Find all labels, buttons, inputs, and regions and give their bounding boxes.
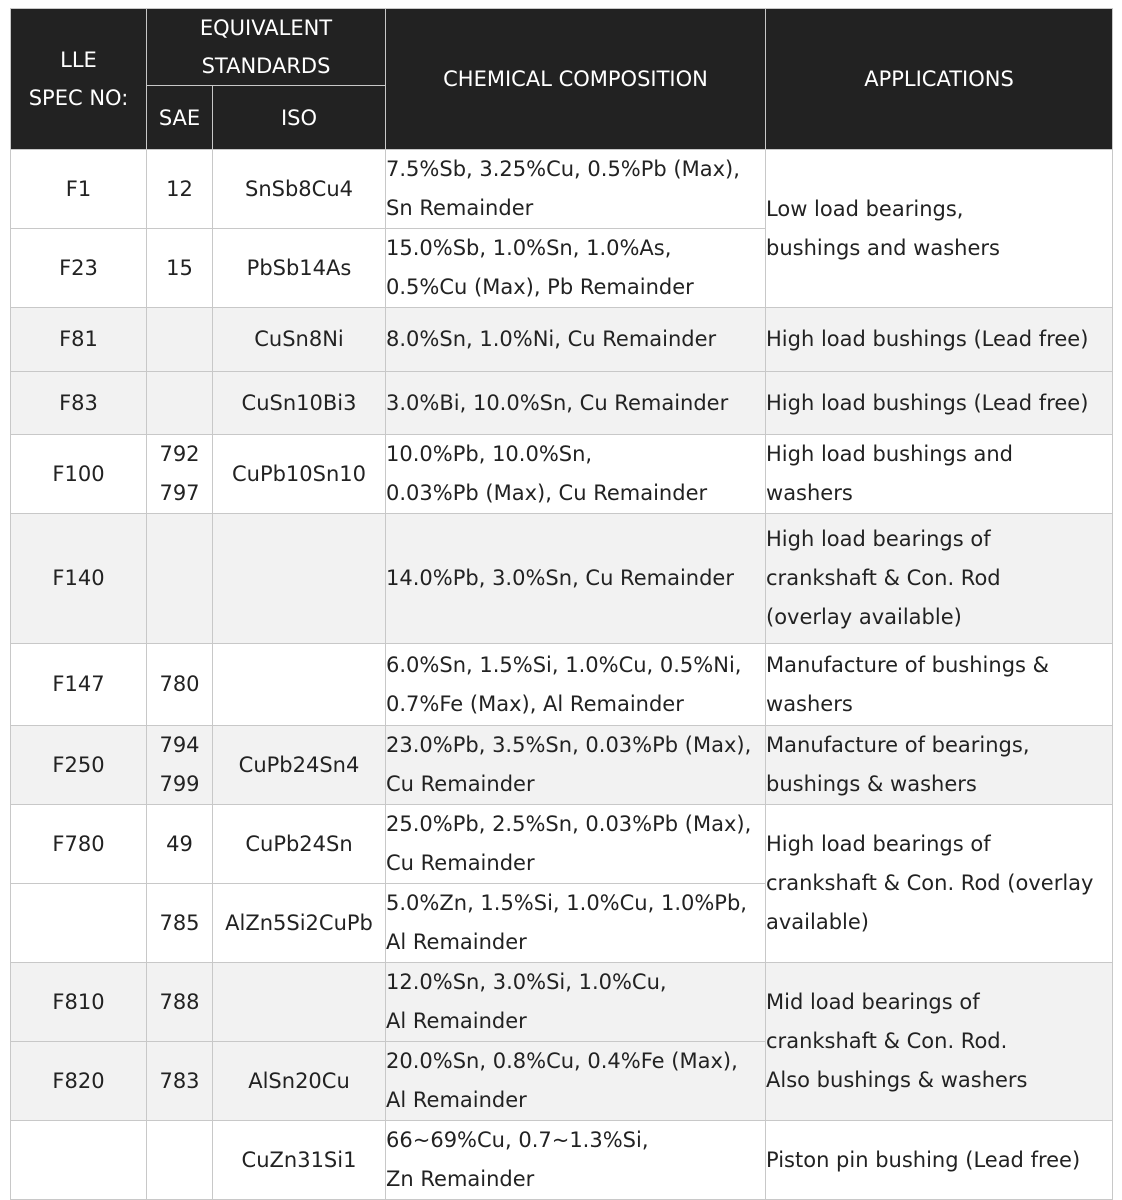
applications-cell: High load bushings (Lead free) [766, 372, 1113, 435]
sae-cell: 780 [147, 644, 213, 726]
table-row [11, 514, 1113, 644]
header-sae: SAE [147, 86, 213, 150]
table-header [11, 9, 1113, 150]
spec-no-cell: F81 [11, 308, 147, 372]
chemical-composition-cell: 6.0%Sn, 1.5%Si, 1.0%Cu, 0.5%Ni, 0.7%Fe (Max), Al Remainder [386, 644, 766, 726]
iso-cell: CuSn8Ni [213, 308, 386, 372]
table-row [11, 726, 1113, 805]
chemical-composition-cell: 12.0%Sn, 3.0%Si, 1.0%Cu, Al Remainder [386, 963, 766, 1042]
chemical-composition-cell: 14.0%Pb, 3.0%Sn, Cu Remainder [386, 514, 766, 644]
table-body [11, 150, 1113, 1200]
table-row [11, 150, 1113, 229]
sae-cell: 788 [147, 963, 213, 1042]
table-row [11, 805, 1113, 884]
sae-cell: 785 [147, 884, 213, 963]
sae-cell [147, 1121, 213, 1200]
sae-cell: 12 [147, 150, 213, 229]
applications-cell: Mid load bearings of crankshaft & Con. Rod. Also bushings & washers [766, 963, 1113, 1121]
sae-cell: 49 [147, 805, 213, 884]
table-row [11, 435, 1113, 514]
iso-cell [213, 963, 386, 1042]
chemical-composition-cell: 8.0%Sn, 1.0%Ni, Cu Remainder [386, 308, 766, 372]
sae-cell: 15 [147, 229, 213, 308]
spec-no-cell: F100 [11, 435, 147, 514]
chemical-composition-cell: 5.0%Zn, 1.5%Si, 1.0%Cu, 1.0%Pb, Al Remainder [386, 884, 766, 963]
chemical-composition-cell: 10.0%Pb, 10.0%Sn, 0.03%Pb (Max), Cu Remainder [386, 435, 766, 514]
table-row [11, 308, 1113, 372]
applications-cell: High load bearings of crankshaft & Con. Rod (overlay available) [766, 805, 1113, 963]
alloy-spec-table [10, 8, 1113, 1200]
chemical-composition-cell: 66~69%Cu, 0.7~1.3%Si, Zn Remainder [386, 1121, 766, 1200]
sae-cell [147, 308, 213, 372]
spec-no-cell: F147 [11, 644, 147, 726]
chemical-composition-cell: 23.0%Pb, 3.5%Sn, 0.03%Pb (Max), Cu Remainder [386, 726, 766, 805]
chemical-composition-cell: 7.5%Sb, 3.25%Cu, 0.5%Pb (Max), Sn Remainder [386, 150, 766, 229]
table-row [11, 372, 1113, 435]
iso-cell: AlSn20Cu [213, 1042, 386, 1121]
spec-no-cell [11, 1121, 147, 1200]
header-spec-no: LLE SPEC NO: [11, 9, 147, 150]
applications-cell: High load bushings (Lead free) [766, 308, 1113, 372]
spec-no-cell: F250 [11, 726, 147, 805]
iso-cell [213, 644, 386, 726]
sae-cell [147, 372, 213, 435]
spec-no-cell: F83 [11, 372, 147, 435]
chemical-composition-cell: 3.0%Bi, 10.0%Sn, Cu Remainder [386, 372, 766, 435]
iso-cell: CuPb24Sn [213, 805, 386, 884]
table-row [11, 644, 1113, 726]
iso-cell: CuSn10Bi3 [213, 372, 386, 435]
spec-no-cell [11, 884, 147, 963]
chemical-composition-cell: 20.0%Sn, 0.8%Cu, 0.4%Fe (Max), Al Remainder [386, 1042, 766, 1121]
spec-no-cell: F140 [11, 514, 147, 644]
iso-cell: CuPb10Sn10 [213, 435, 386, 514]
spec-no-cell: F23 [11, 229, 147, 308]
header-iso: ISO [213, 86, 386, 150]
chemical-composition-cell: 15.0%Sb, 1.0%Sn, 1.0%As, 0.5%Cu (Max), Pb Remainder [386, 229, 766, 308]
iso-cell: AlZn5Si2CuPb [213, 884, 386, 963]
header-chemical-composition: CHEMICAL COMPOSITION [386, 9, 766, 150]
iso-cell: CuZn31Si1 [213, 1121, 386, 1200]
header-applications: APPLICATIONS [766, 9, 1113, 150]
header-equivalent-standards: EQUIVALENT STANDARDS [147, 9, 386, 86]
sae-cell [147, 514, 213, 644]
spec-no-cell: F810 [11, 963, 147, 1042]
spec-no-cell: F1 [11, 150, 147, 229]
sae-cell: 794 799 [147, 726, 213, 805]
applications-cell: High load bushings and washers [766, 435, 1113, 514]
table-row [11, 963, 1113, 1042]
spec-no-cell: F780 [11, 805, 147, 884]
iso-cell: SnSb8Cu4 [213, 150, 386, 229]
applications-cell: Manufacture of bushings & washers [766, 644, 1113, 726]
iso-cell [213, 514, 386, 644]
chemical-composition-cell: 25.0%Pb, 2.5%Sn, 0.03%Pb (Max), Cu Remainder [386, 805, 766, 884]
applications-cell: Piston pin bushing (Lead free) [766, 1121, 1113, 1200]
iso-cell: CuPb24Sn4 [213, 726, 386, 805]
applications-cell: High load bearings of crankshaft & Con. Rod (overlay available) [766, 514, 1113, 644]
applications-cell: Low load bearings, bushings and washers [766, 150, 1113, 308]
spec-no-cell: F820 [11, 1042, 147, 1121]
sae-cell: 783 [147, 1042, 213, 1121]
sae-cell: 792 797 [147, 435, 213, 514]
iso-cell: PbSb14As [213, 229, 386, 308]
applications-cell: Manufacture of bearings, bushings & washers [766, 726, 1113, 805]
table-row [11, 1121, 1113, 1200]
